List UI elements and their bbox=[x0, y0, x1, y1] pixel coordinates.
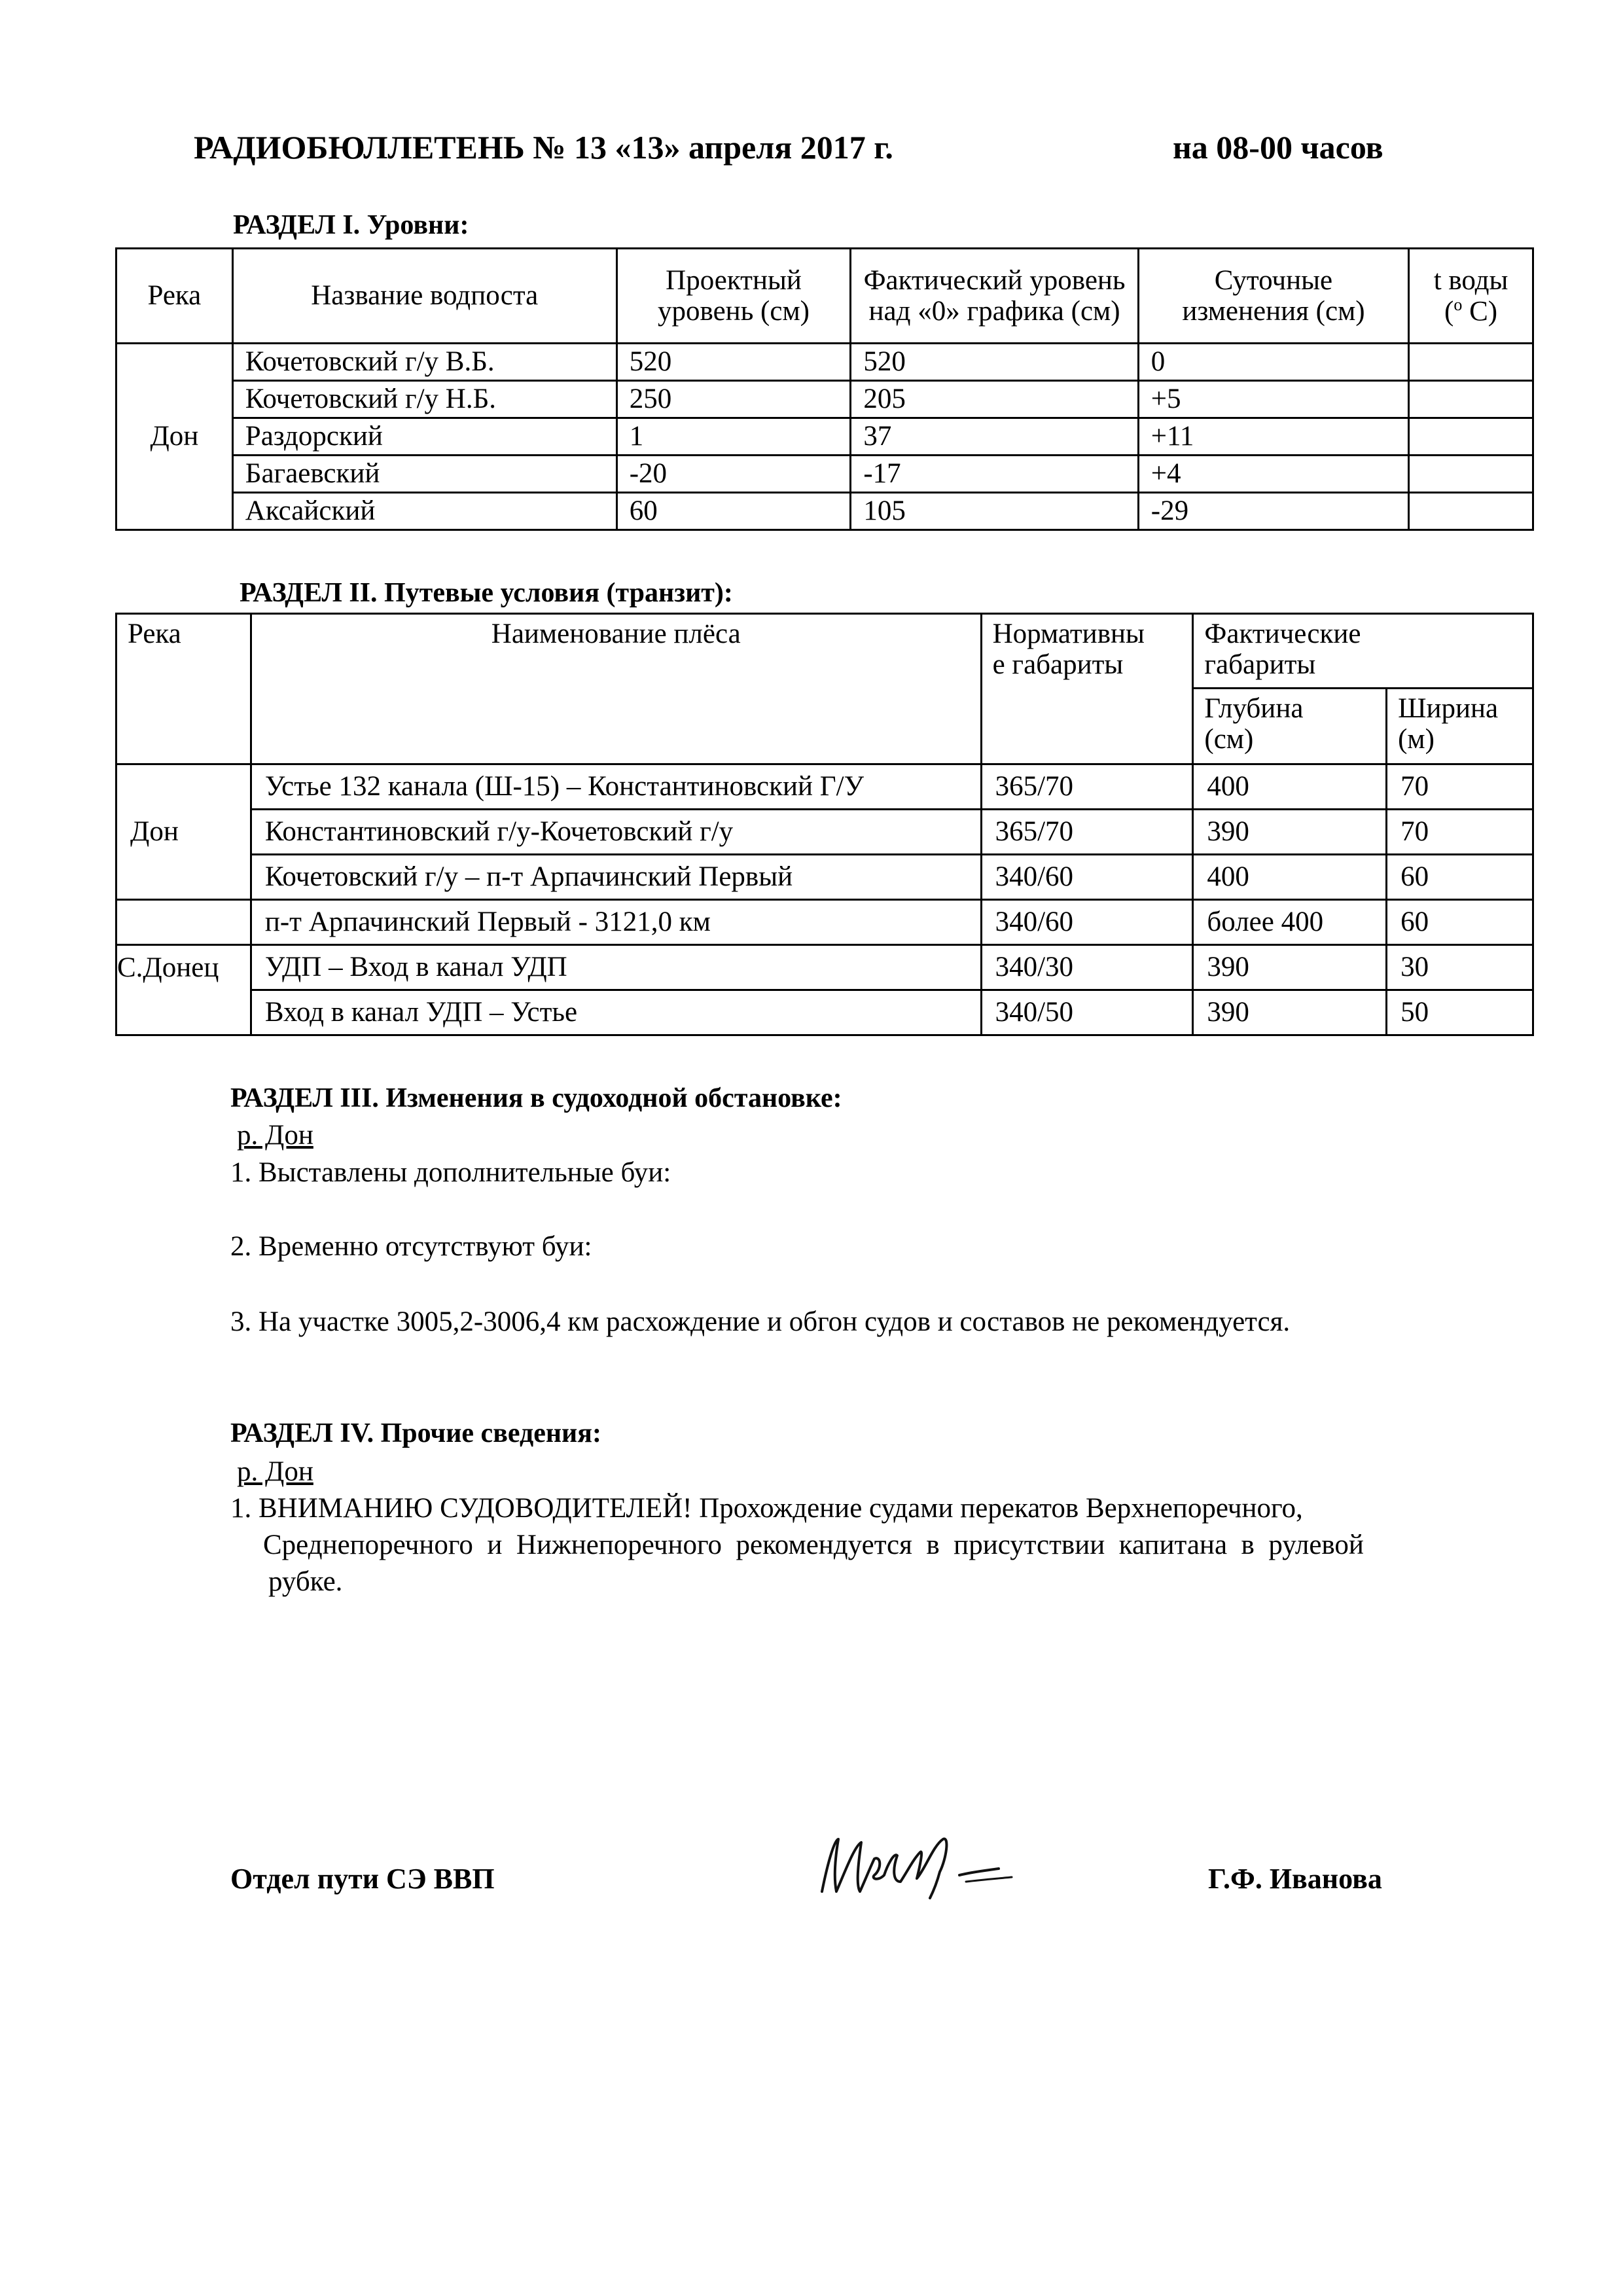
actual-cell: 205 bbox=[851, 381, 1138, 418]
signer-name: Г.Ф. Иванова bbox=[1208, 1863, 1382, 1895]
river-cell: С.Донец bbox=[116, 945, 251, 1035]
post-cell: Кочетовский г/у Н.Б. bbox=[232, 381, 616, 418]
col-width-line2: (м) bbox=[1398, 724, 1435, 755]
norm-cell: 340/30 bbox=[981, 945, 1193, 990]
document-title bbox=[194, 128, 1437, 166]
levels-header-row bbox=[116, 249, 1533, 344]
design-cell: 1 bbox=[616, 418, 851, 456]
col-depth-line2: (см) bbox=[1204, 724, 1254, 755]
temp-cell bbox=[1409, 418, 1533, 456]
table-row bbox=[116, 493, 1533, 530]
col-design-level: Проектный уровень (см) bbox=[616, 249, 851, 344]
col-river: Река bbox=[116, 249, 233, 344]
depth-cell: более 400 bbox=[1193, 900, 1387, 945]
col-depth-line1: Глубина bbox=[1204, 693, 1304, 724]
transit-header-row-1 bbox=[116, 614, 1533, 689]
table-row bbox=[116, 855, 1533, 900]
section4-line-1: 1. ВНИМАНИЮ СУДОВОДИТЕЛЕЙ! Прохождение судами перекатов Верхнепоречного, bbox=[230, 1493, 1303, 1524]
actual-cell: 520 bbox=[851, 344, 1138, 381]
change-cell: +5 bbox=[1138, 381, 1408, 418]
section3-item-3: 3. На участке 3005,2-3006,4 км расхождение и обгон судов и составов не рекомендуется. bbox=[230, 1306, 1291, 1337]
depth-cell: 390 bbox=[1193, 945, 1387, 990]
col-water-temp-label: t воды bbox=[1433, 264, 1508, 296]
section2-heading: РАЗДЕЛ II. Путевые условия (транзит): bbox=[240, 578, 733, 608]
col-actual-dims-line2: габариты bbox=[1204, 649, 1316, 681]
depth-cell: 400 bbox=[1193, 764, 1387, 810]
river-cell: Дон bbox=[116, 344, 233, 530]
table-row bbox=[116, 418, 1533, 456]
table-row bbox=[116, 990, 1533, 1035]
section3-item-1: 1. Выставлены дополнительные буи: bbox=[230, 1157, 671, 1188]
river-cell-empty bbox=[116, 900, 251, 945]
table-row bbox=[116, 945, 1533, 990]
change-cell: +4 bbox=[1138, 456, 1408, 493]
section1-heading: РАЗДЕЛ I. Уровни: bbox=[233, 210, 469, 240]
table-row bbox=[116, 344, 1533, 381]
design-cell: 520 bbox=[616, 344, 851, 381]
actual-cell: 37 bbox=[851, 418, 1138, 456]
design-cell: 250 bbox=[616, 381, 851, 418]
section4-heading: РАЗДЕЛ IV. Прочие сведения: bbox=[230, 1418, 601, 1448]
river-cell: Дон bbox=[116, 764, 251, 900]
col-norm-dims-line2: е габариты bbox=[992, 649, 1124, 681]
post-cell: Аксайский bbox=[232, 493, 616, 530]
table-row bbox=[116, 900, 1533, 945]
col-reach-name: Наименование плёса bbox=[251, 614, 981, 764]
norm-cell: 340/60 bbox=[981, 900, 1193, 945]
col-actual-dims bbox=[1193, 614, 1533, 689]
col-actual-dims-line1: Фактические bbox=[1204, 619, 1361, 649]
col-width-line1: Ширина bbox=[1398, 693, 1499, 724]
norm-cell: 340/50 bbox=[981, 990, 1193, 1035]
col-width bbox=[1387, 689, 1533, 764]
temp-cell bbox=[1409, 381, 1533, 418]
section4-line-2: Среднепоречного и Нижнепоречного рекомендуется в присутствии капитана в рулевой bbox=[263, 1530, 1364, 1560]
width-cell: 70 bbox=[1387, 764, 1533, 810]
levels-table bbox=[115, 247, 1534, 531]
depth-cell: 390 bbox=[1193, 810, 1387, 855]
post-cell: Кочетовский г/у В.Б. bbox=[232, 344, 616, 381]
change-cell: 0 bbox=[1138, 344, 1408, 381]
norm-cell: 365/70 bbox=[981, 764, 1193, 810]
table-row bbox=[116, 764, 1533, 810]
title-time: на 08-00 часов bbox=[1173, 129, 1383, 166]
temp-cell bbox=[1409, 456, 1533, 493]
norm-cell: 365/70 bbox=[981, 810, 1193, 855]
design-cell: 60 bbox=[616, 493, 851, 530]
table-row bbox=[116, 381, 1533, 418]
temp-cell bbox=[1409, 493, 1533, 530]
actual-cell: -17 bbox=[851, 456, 1138, 493]
reach-cell: УДП – Вход в канал УДП bbox=[251, 945, 981, 990]
change-cell: -29 bbox=[1138, 493, 1408, 530]
section3-item-2: 2. Временно отсутствуют буи: bbox=[230, 1231, 592, 1262]
depth-cell: 400 bbox=[1193, 855, 1387, 900]
width-cell: 60 bbox=[1387, 855, 1533, 900]
col-norm-dims-line1: Нормативны bbox=[992, 619, 1145, 649]
post-cell: Багаевский bbox=[232, 456, 616, 493]
col-water-temp bbox=[1409, 249, 1533, 344]
table-row bbox=[116, 810, 1533, 855]
reach-cell: Кочетовский г/у – п-т Арпачинский Первый bbox=[251, 855, 981, 900]
change-cell: +11 bbox=[1138, 418, 1408, 456]
reach-cell: Устье 132 канала (Ш-15) – Константиновский Г/У bbox=[251, 764, 981, 810]
width-cell: 60 bbox=[1387, 900, 1533, 945]
col-river: Река bbox=[116, 614, 251, 764]
table-row bbox=[116, 456, 1533, 493]
reach-cell: Константиновский г/у-Кочетовский г/у bbox=[251, 810, 981, 855]
width-cell: 70 bbox=[1387, 810, 1533, 855]
reach-cell: Вход в канал УДП – Устье bbox=[251, 990, 981, 1035]
section3-river: р. Дон bbox=[237, 1120, 313, 1151]
section3-heading: РАЗДЕЛ III. Изменения в судоходной обстановке: bbox=[230, 1083, 842, 1113]
title-text: РАДИОБЮЛЛЕТЕНЬ № 13 «13» апреля 2017 г. bbox=[194, 129, 893, 166]
width-cell: 30 bbox=[1387, 945, 1533, 990]
col-post-name: Название водпоста bbox=[232, 249, 616, 344]
width-cell: 50 bbox=[1387, 990, 1533, 1035]
reach-cell: п-т Арпачинский Первый - 3121,0 км bbox=[251, 900, 981, 945]
transit-table bbox=[115, 613, 1534, 1036]
section4-river: р. Дон bbox=[237, 1456, 313, 1487]
design-cell: -20 bbox=[616, 456, 851, 493]
department-label: Отдел пути СЭ ВВП bbox=[230, 1863, 495, 1895]
col-depth bbox=[1193, 689, 1387, 764]
col-norm-dims bbox=[981, 614, 1193, 764]
signature-image bbox=[809, 1820, 1044, 1918]
col-water-temp-unit: ($^o$ C) bbox=[1444, 295, 1498, 327]
post-cell: Раздорский bbox=[232, 418, 616, 456]
col-actual-level: Фактический уровень над «0» графика (см) bbox=[851, 249, 1138, 344]
depth-cell: 390 bbox=[1193, 990, 1387, 1035]
col-daily-change: Суточные изменения (см) bbox=[1138, 249, 1408, 344]
temp-cell bbox=[1409, 344, 1533, 381]
section4-line-3: рубке. bbox=[268, 1566, 343, 1597]
norm-cell: 340/60 bbox=[981, 855, 1193, 900]
actual-cell: 105 bbox=[851, 493, 1138, 530]
